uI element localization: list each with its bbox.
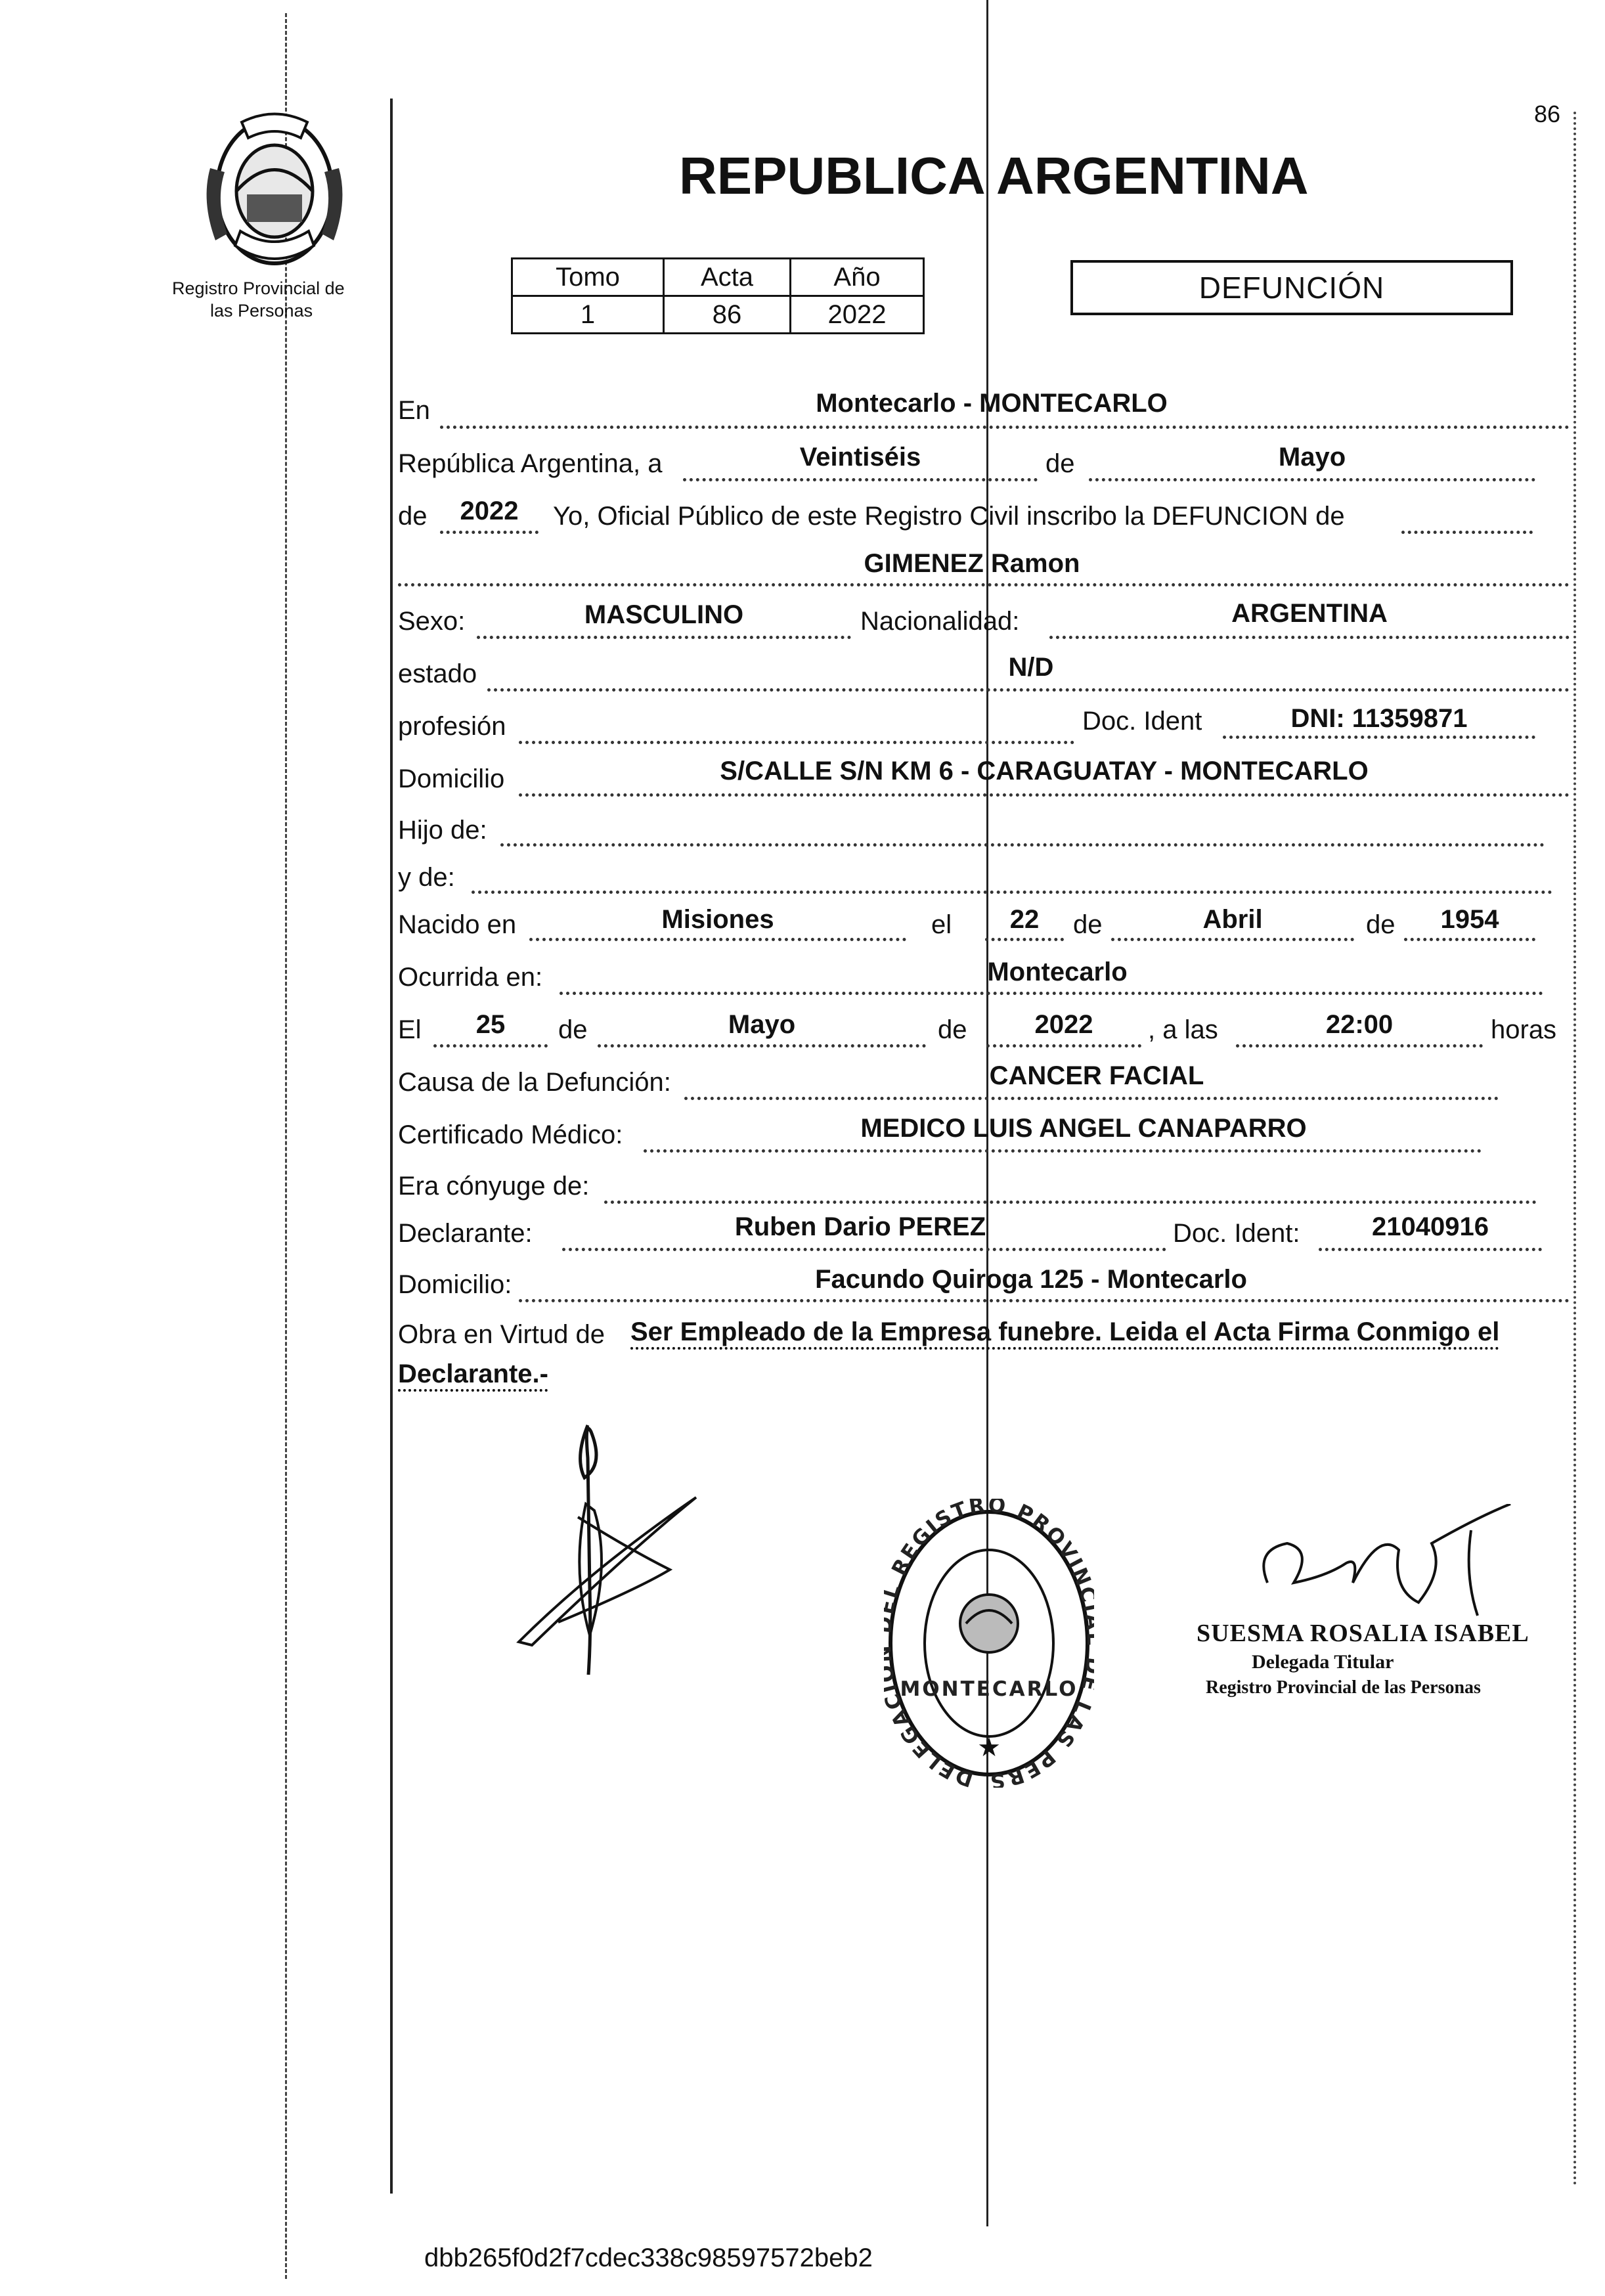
- obra-label: Obra en Virtud de: [398, 1320, 605, 1349]
- domicilio-line: [519, 793, 1570, 797]
- acta-header: Acta: [664, 259, 791, 296]
- declarante-value: Ruben Dario PEREZ: [734, 1212, 986, 1241]
- anio-value-text: 2022: [460, 497, 519, 525]
- en-line: [440, 426, 1570, 429]
- mes-line: [1089, 478, 1535, 481]
- inscribo-text: Yo, Oficial Público de este Registro Civil inscribo la DEFUNCION de: [553, 502, 1345, 531]
- fall-anio-line: [986, 1044, 1141, 1048]
- official-org: Registro Provincial de las Personas: [1206, 1677, 1481, 1698]
- doc-ident2-label: Doc. Ident:: [1173, 1219, 1300, 1248]
- ocurrida-label: Ocurrida en:: [398, 963, 543, 992]
- fall-mes-value: Mayo: [728, 1010, 796, 1039]
- nac-mes-line: [1111, 938, 1354, 941]
- de-label-3: de: [1073, 910, 1103, 939]
- de-label-1: de: [1045, 449, 1075, 478]
- stamp-ring-text: DELEGA REGISTRO PROVIN LAS PERS: [886, 1499, 1094, 1788]
- registry-name-line2: las Personas: [210, 301, 313, 320]
- document-hash: dbb265f0d2f7cdec338c98597572beb2: [424, 2243, 873, 2272]
- sexo-label: Sexo:: [398, 607, 466, 636]
- nac-dia-line: [985, 938, 1064, 941]
- sexo-line: [477, 636, 851, 639]
- de-label-2: de: [398, 502, 428, 531]
- tomo-value: 1: [512, 296, 664, 334]
- hijo-label: Hijo de:: [398, 816, 487, 845]
- doc-ident2-line: [1319, 1248, 1542, 1251]
- fall-mes-line: [598, 1044, 926, 1048]
- doc-ident2-value: 21040916: [1372, 1212, 1489, 1241]
- right-border-line: [1573, 112, 1576, 2187]
- fold-line: [986, 0, 988, 2226]
- nac-anio-value: 1954: [1440, 905, 1499, 934]
- declarante-line: [562, 1248, 1166, 1251]
- estado-line: [487, 688, 1570, 692]
- acta-table: [511, 257, 925, 334]
- anio-line: [440, 531, 539, 534]
- nacido-value: Misiones: [661, 905, 774, 934]
- certificado-label: Certificado Médico:: [398, 1120, 623, 1149]
- horas-label: horas: [1491, 1015, 1557, 1044]
- stamp-center-text: MONTECARLO: [900, 1677, 1078, 1701]
- document-title: REPUBLICA ARGENTINA: [679, 146, 1309, 205]
- official-name: SUESMA ROSALIA ISABEL: [1197, 1620, 1529, 1647]
- domicilio2-label: Domicilio:: [398, 1270, 512, 1299]
- nacionalidad-label: Nacionalidad:: [860, 607, 1020, 636]
- el2-label: El: [398, 1015, 422, 1044]
- nac-mes-value: Abril: [1202, 905, 1263, 934]
- yde-label: y de:: [398, 863, 455, 892]
- domicilio-label: Domicilio: [398, 764, 505, 793]
- estado-value: N/D: [1008, 653, 1054, 682]
- nac-dia-value: 22: [1009, 905, 1040, 934]
- hora-value: 22:00: [1325, 1010, 1394, 1039]
- official-signature: [1248, 1504, 1537, 1622]
- causa-value: CANCER FACIAL: [989, 1061, 1204, 1090]
- causa-label: Causa de la Defunción:: [398, 1068, 671, 1097]
- domicilio2-line: [519, 1299, 1570, 1302]
- doc-ident-line: [1223, 736, 1535, 739]
- republica-label: República Argentina, a: [398, 449, 663, 478]
- left-margin-line: [285, 13, 287, 2279]
- obra-value-line2: Declarante.-: [398, 1359, 548, 1388]
- el-label: el: [931, 910, 952, 939]
- tomo-header: Tomo: [512, 259, 664, 296]
- obra-value-line1: Ser Empleado de la Empresa funebre. Leida el Acta Firma Conmigo el: [630, 1317, 1500, 1346]
- certificado-line: [644, 1149, 1482, 1153]
- profesion-line: [519, 741, 1074, 744]
- ocurrida-line: [560, 992, 1543, 995]
- yde-line: [472, 891, 1552, 894]
- ocurrida-value: Montecarlo: [987, 958, 1128, 986]
- en-label: En: [398, 396, 430, 425]
- inscribo-line: [1401, 531, 1533, 534]
- nacionalidad-value: ARGENTINA: [1231, 599, 1388, 628]
- doc-type-label: DEFUNCIÓN: [1198, 271, 1385, 305]
- doc-ident-label: Doc. Ident: [1082, 707, 1202, 736]
- doc-type-box: [1070, 260, 1513, 315]
- registry-name-line1: Registro Provincial de: [172, 278, 345, 298]
- mes-value: Mayo: [1278, 443, 1346, 472]
- nac-anio-line: [1404, 938, 1535, 941]
- declarant-signature: [512, 1419, 709, 1681]
- fall-anio-value: 2022: [1034, 1010, 1093, 1039]
- anio-value: 2022: [791, 296, 924, 334]
- sexo-value: MASCULINO: [584, 600, 744, 629]
- conyuge-line: [604, 1201, 1537, 1204]
- left-border-line: [390, 99, 393, 2194]
- de-label-4: de: [1366, 910, 1396, 939]
- fall-dia-value: 25: [475, 1010, 506, 1039]
- de-label-5: de: [558, 1015, 588, 1044]
- acta-value: 86: [664, 296, 791, 334]
- nombre-line: [398, 583, 1570, 586]
- anio-header: Año: [791, 259, 924, 296]
- de-label-6: de: [938, 1015, 967, 1044]
- page-number: 86: [1534, 100, 1561, 127]
- nacido-line: [529, 938, 906, 941]
- en-value: Montecarlo - MONTECARLO: [816, 389, 1168, 418]
- hora-line: [1236, 1044, 1483, 1048]
- domicilio2-value: Facundo Quiroga 125 - Montecarlo: [815, 1265, 1247, 1294]
- dia-line: [683, 478, 1038, 481]
- hijo-line: [500, 843, 1545, 847]
- misiones-seal: [196, 109, 353, 273]
- conyuge-label: Era cónyuge de:: [398, 1172, 590, 1201]
- nacido-label: Nacido en: [398, 910, 517, 939]
- estado-label: estado: [398, 659, 477, 688]
- profesion-label: profesión: [398, 712, 506, 741]
- declarante-label: Declarante:: [398, 1219, 533, 1248]
- domicilio-value: S/CALLE S/N KM 6 - CARAGUATAY - MONTECARLO: [720, 757, 1369, 785]
- nombre-value: GIMENEZ Ramon: [864, 549, 1080, 578]
- doc-ident-value: DNI: 11359871: [1290, 704, 1468, 733]
- fall-dia-line: [433, 1044, 548, 1048]
- alas-label: , a las: [1148, 1015, 1218, 1044]
- delegation-stamp: [884, 1499, 1094, 1788]
- official-role: Delegada Titular: [1252, 1651, 1394, 1673]
- dia-value: Veintiséis: [799, 443, 921, 472]
- nacionalidad-line: [1049, 636, 1570, 639]
- star-icon: ★: [977, 1733, 1001, 1762]
- certificado-value: MEDICO LUIS ANGEL CANAPARRO: [860, 1114, 1307, 1143]
- causa-line: [684, 1097, 1499, 1100]
